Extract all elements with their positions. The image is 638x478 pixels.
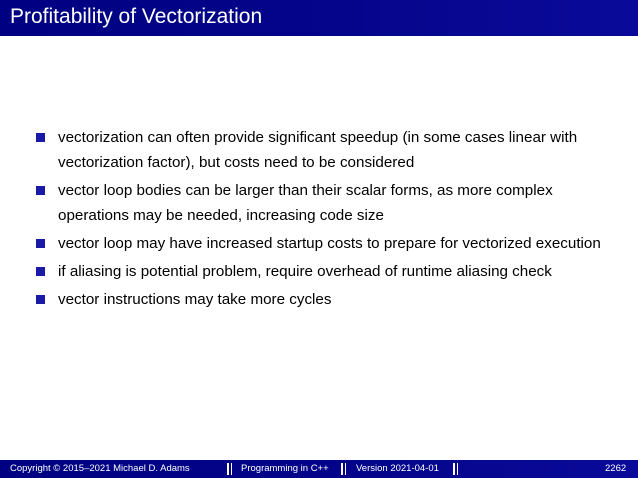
bullet-text: vector loop bodies can be larger than their scalar forms, as more complex operations may be needed, increasing code size — [58, 182, 553, 224]
footer-course: Programming in C++ — [241, 463, 329, 474]
square-bullet-icon — [36, 267, 45, 276]
bullet-list — [36, 125, 606, 315]
square-bullet-icon — [36, 239, 45, 248]
slide-title: Profitability of Vectorization — [10, 5, 263, 28]
title-bar — [0, 0, 638, 36]
square-bullet-icon — [36, 186, 45, 195]
footer-version: Version 2021-04-01 — [356, 463, 439, 474]
bullet-text: vectorization can often provide significant speedup (in some cases linear with vectorization factor), but costs need to be considered — [58, 129, 578, 171]
bullet-item — [36, 287, 606, 312]
footer-separator — [227, 463, 232, 475]
footer-bar — [0, 460, 638, 478]
bullet-item — [36, 259, 606, 284]
bullet-item — [36, 231, 606, 256]
bullet-item — [36, 125, 606, 175]
bullet-text: vector instructions may take more cycles — [58, 291, 332, 308]
footer-separator — [453, 463, 458, 475]
bullet-item — [36, 178, 606, 228]
bullet-text: if aliasing is potential problem, require overhead of runtime aliasing check — [58, 263, 552, 280]
footer-page-number: 2262 — [605, 463, 627, 474]
bullet-text: vector loop may have increased startup costs to prepare for vectorized execution — [58, 235, 601, 252]
square-bullet-icon — [36, 133, 45, 142]
square-bullet-icon — [36, 295, 45, 304]
footer-separator — [341, 463, 346, 475]
footer-copyright: Copyright © 2015–2021 Michael D. Adams — [10, 463, 190, 474]
